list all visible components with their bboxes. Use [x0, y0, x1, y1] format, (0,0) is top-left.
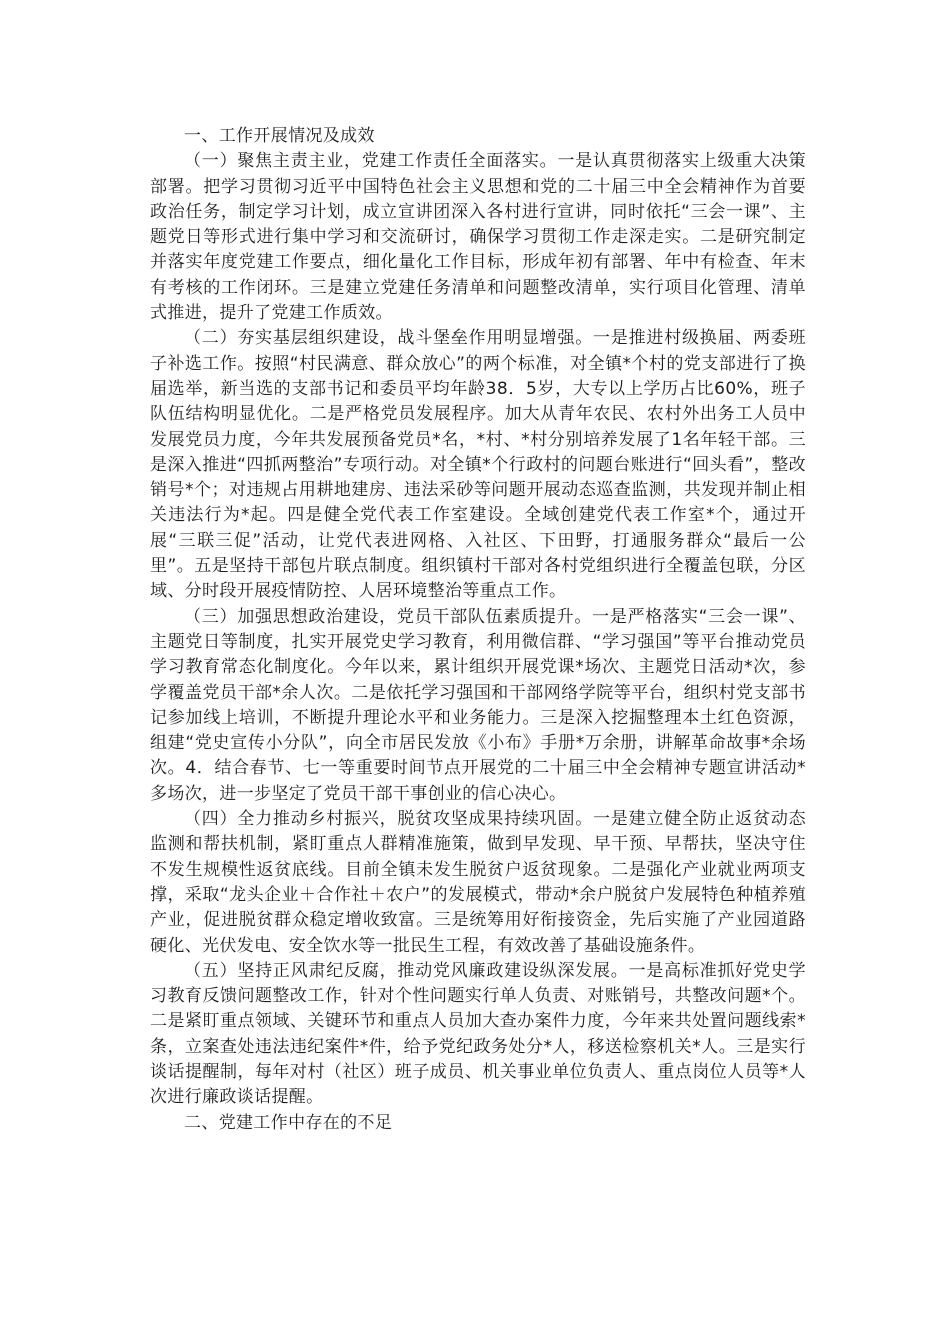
paragraph-4: （四）全力推动乡村振兴，脱贫攻坚成果持续巩固。一是建立健全防止返贫动态监测和帮扶机制，紧盯重点人群精准施策，做到早发现、早干预、早帮扶，坚决守住不发生规模性返贫底线。目前全镇未发生脱贫户返贫现象。二是强化产业就业两项支撑，采取“龙头企业＋合作社＋农户”的发展模式，带动*余户脱贫户发展特色种植养殖产业，促进脱贫群众稳定增收致富。三是统筹用好衔接资金，先后实施了产业园道路硬化、光伏发电、安全饮水等一批民生工程，有效改善了基础设施条件。 — [150, 809, 806, 956]
section-heading-2: 二、党建工作中存在的不足 — [184, 1112, 393, 1133]
paragraph-2: （二）夯实基层组织建设，战斗堡垒作用明显增强。一是推进村级换届、两委班子补选工作。按照“村民满意、群众放心”的两个标准，对全镇*个村的党支部进行了换届选举，新当选的支部书记和委员平均年龄38．5岁，大专以上学历占比60%，班子队伍结构明显优化。二是严格党员发展程序。加大从青年农民、农村外出务工人员中发展党员力度，今年共发展预备党员*名，*村、*村分别培养发展了1名年轻干部。三是深入推进“四抓两整治”专项行动。对全镇*个行政村的问题台账进行“回头看”，整改销号*个；对违规占用耕地建房、违法采砂等问题开展动态巡查监测，共发现并制止相关违法行为*起。四是健全党代表工作室建设。全域创建党代表工作室*个，通过开展“三联三促”活动，让党代表进网格、入社区、下田野，打通服务群众“最后一公里”。五是坚持干部包片联点制度。组织镇村干部对各村党组织进行全覆盖包联，分区域、分时段开展疫情防控、人居环境整治等重点工作。 — [150, 328, 806, 602]
paragraph-5: （五）坚持正风肃纪反腐，推动党风廉政建设纵深发展。一是高标准抓好党史学习教育反馈问题整改工作，针对个性问题实行单人负责、对账销号，共整改问题*个。二是紧盯重点领域、关键环节和重点人员加大查办案件力度，今年来共处置问题线索*条，立案查处违法违纪案件*件，给予党纪政务处分*人，移送检察机关*人。三是实行谈话提醒制，每年对村（社区）班子成员、机关事业单位负责人、重点岗位人员等*人次进行廉政谈话提醒。 — [150, 960, 806, 1108]
paragraph-1: （一）聚焦主责主业，党建工作责任全面落实。一是认真贯彻落实上级重大决策部署。把学习贯彻习近平中国特色社会主义思想和党的二十届三中全会精神作为首要政治任务，制定学习计划，成立宣讲团深入各村进行宣讲，同时依托“三会一课”、主题党日等形式进行集中学习和交流研讨，确保学习贯彻工作走深走实。二是研究制定并落实年度党建工作要点，细化量化工作目标，形成年初有部署、年中有检查、年末有考核的工作闭环。三是建立党建任务清单和问题整改清单，实行项目化管理、清单式推进，提升了党建工作质效。 — [150, 151, 806, 324]
paragraph-3: （三）加强思想政治建设，党员干部队伍素质提升。一是严格落实“三会一课”、主题党日等制度，扎实开展党史学习教育，利用微信群、“学习强国”等平台推动党员学习教育常态化制度化。今年以来，累计组织开展党课*场次、主题党日活动*次，参学覆盖党员干部*余人次。二是依托学习强国和干部网络学院等平台，组织村党支部书记参加线上培训，不断提升理论水平和业务能力。三是深入挖掘整理本土红色资源，组建“党史宣传小分队”，向全市居民发放《小布》手册*万余册，讲解革命故事*余场次。4．结合春节、七一等重要时间节点开展党的二十届三中全会精神专题宣讲活动*多场次，进一步坚定了党员干部干事创业的信心决心。 — [150, 606, 806, 804]
section-heading-1: 一、工作开展情况及成效 — [184, 126, 375, 146]
document-body — [150, 124, 806, 1136]
